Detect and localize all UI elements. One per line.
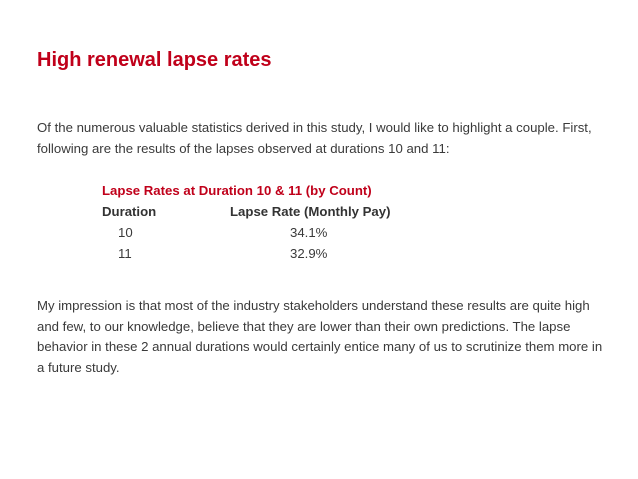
lapse-rate-cell: 32.9%: [290, 246, 328, 261]
lapse-rate-cell: 34.1%: [290, 225, 328, 240]
conclusion-paragraph: My impression is that most of the industry stakeholders understand these results are quite high and few, to our knowledge, believe that they are lower than their own predictions. The lapse behavior in these 2 annual durations would certainly entice many of us to scrutinize them more in a future study.: [37, 298, 603, 375]
duration-cell: 11: [118, 246, 132, 261]
duration-cell: 10: [118, 225, 133, 240]
intro-paragraph: Of the numerous valuable statistics derived in this study, I would like to highlight a couple. First, following are the results of the lapses observed at durations 10 and 11:: [37, 120, 592, 156]
header-duration: Duration: [102, 204, 157, 219]
table-title: Lapse Rates at Duration 10 & 11 (by Count): [102, 183, 372, 198]
header-lapse-rate: Lapse Rate (Monthly Pay): [230, 204, 391, 219]
slide-title: High renewal lapse rates: [37, 49, 272, 71]
